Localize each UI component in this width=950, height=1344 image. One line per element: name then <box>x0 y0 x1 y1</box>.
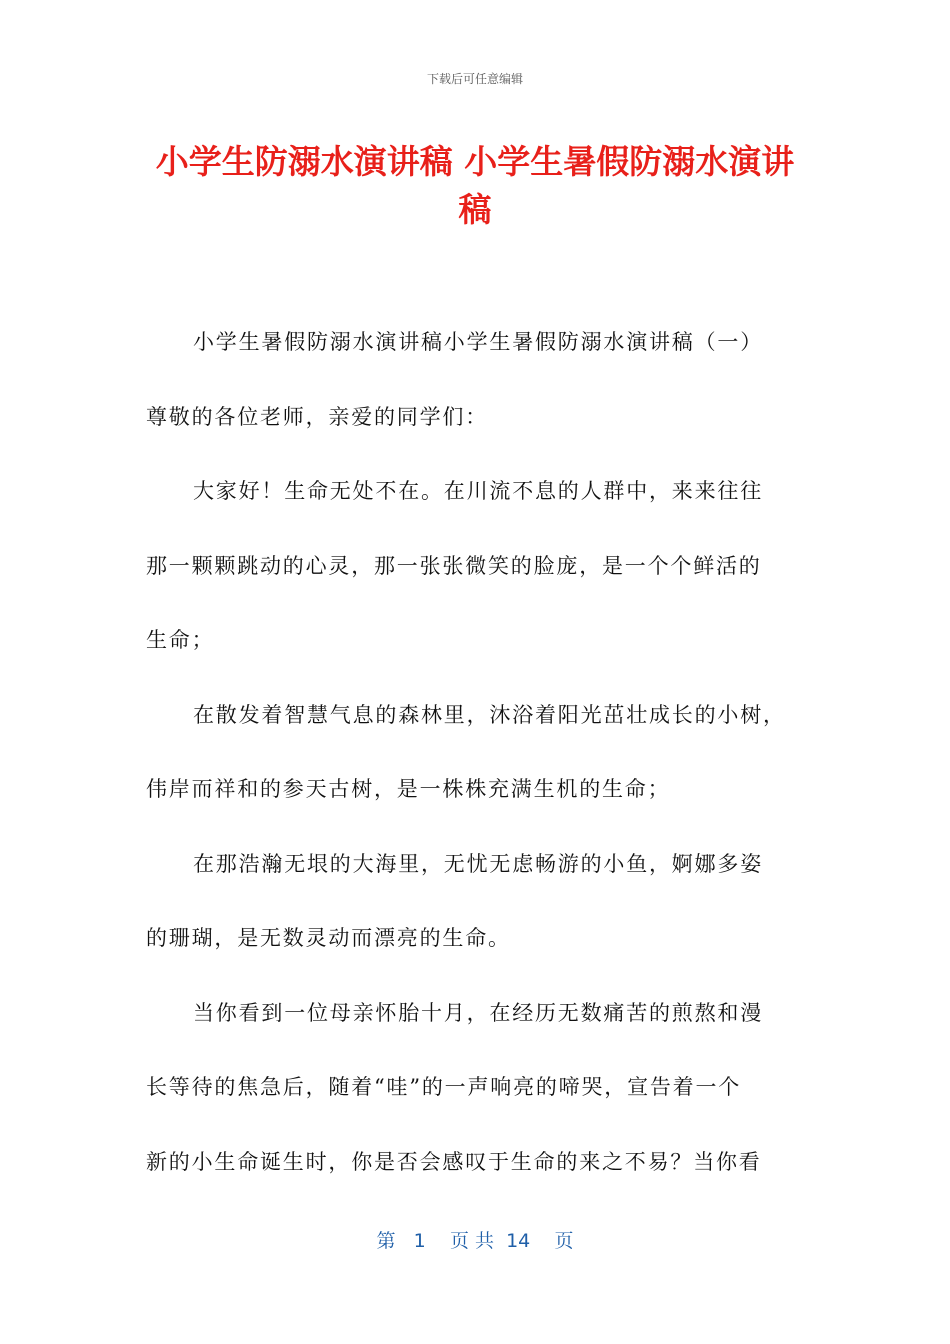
paragraph-line: 在那浩瀚无垠的大海里，无忧无虑畅游的小鱼，婀娜多姿 <box>193 851 763 876</box>
document-body <box>146 322 806 1216</box>
paragraph-line: 长等待的焦急后，随着“哇”的一声响亮的啼哭，宣告着一个 <box>146 1075 742 1099</box>
paragraph-line: 当你看到一位母亲怀胎十月，在经历无数痛苦的煎熬和漫 <box>193 1000 763 1025</box>
title-line-1: 小学生防溺水演讲稿 小学生暑假防溺水演讲 <box>155 142 795 181</box>
paragraph-line: 的珊瑚，是无数灵动而漂亮的生命。 <box>146 926 511 950</box>
footer-prefix: 第 <box>376 1230 396 1252</box>
footer-middle: 页 共 <box>449 1230 494 1252</box>
paragraph-line: 尊敬的各位老师，亲爱的同学们： <box>146 404 488 429</box>
footer-page-number: 1 <box>413 1230 426 1252</box>
paragraph-line: 在散发着智慧气息的森林里，沐浴着阳光茁壮成长的小树， <box>193 702 786 727</box>
paragraph-line: 大家好！生命无处不在。在川流不息的人群中，来来往往 <box>193 479 763 503</box>
paragraph-line: 新的小生命诞生时，你是否会感叹于生命的来之不易？当你看 <box>146 1149 762 1174</box>
footer-suffix: 页 <box>554 1230 574 1252</box>
document-title <box>120 138 830 234</box>
paragraph-line: 伟岸而祥和的参天古树，是一株株充满生机的生命； <box>146 777 671 801</box>
paragraph-line: 那一颗颗跳动的心灵，那一张张微笑的脸庞，是一个个鲜活的 <box>146 553 762 578</box>
page-header: 下载后可任意编辑 <box>426 72 523 86</box>
footer-total-pages: 14 <box>506 1230 531 1252</box>
page-footer <box>0 1226 950 1253</box>
title-line-2: 稿 <box>458 190 492 229</box>
paragraph-line: 生命； <box>146 628 215 652</box>
paragraph-line: 小学生暑假防溺水演讲稿小学生暑假防溺水演讲稿（一） <box>193 330 763 354</box>
